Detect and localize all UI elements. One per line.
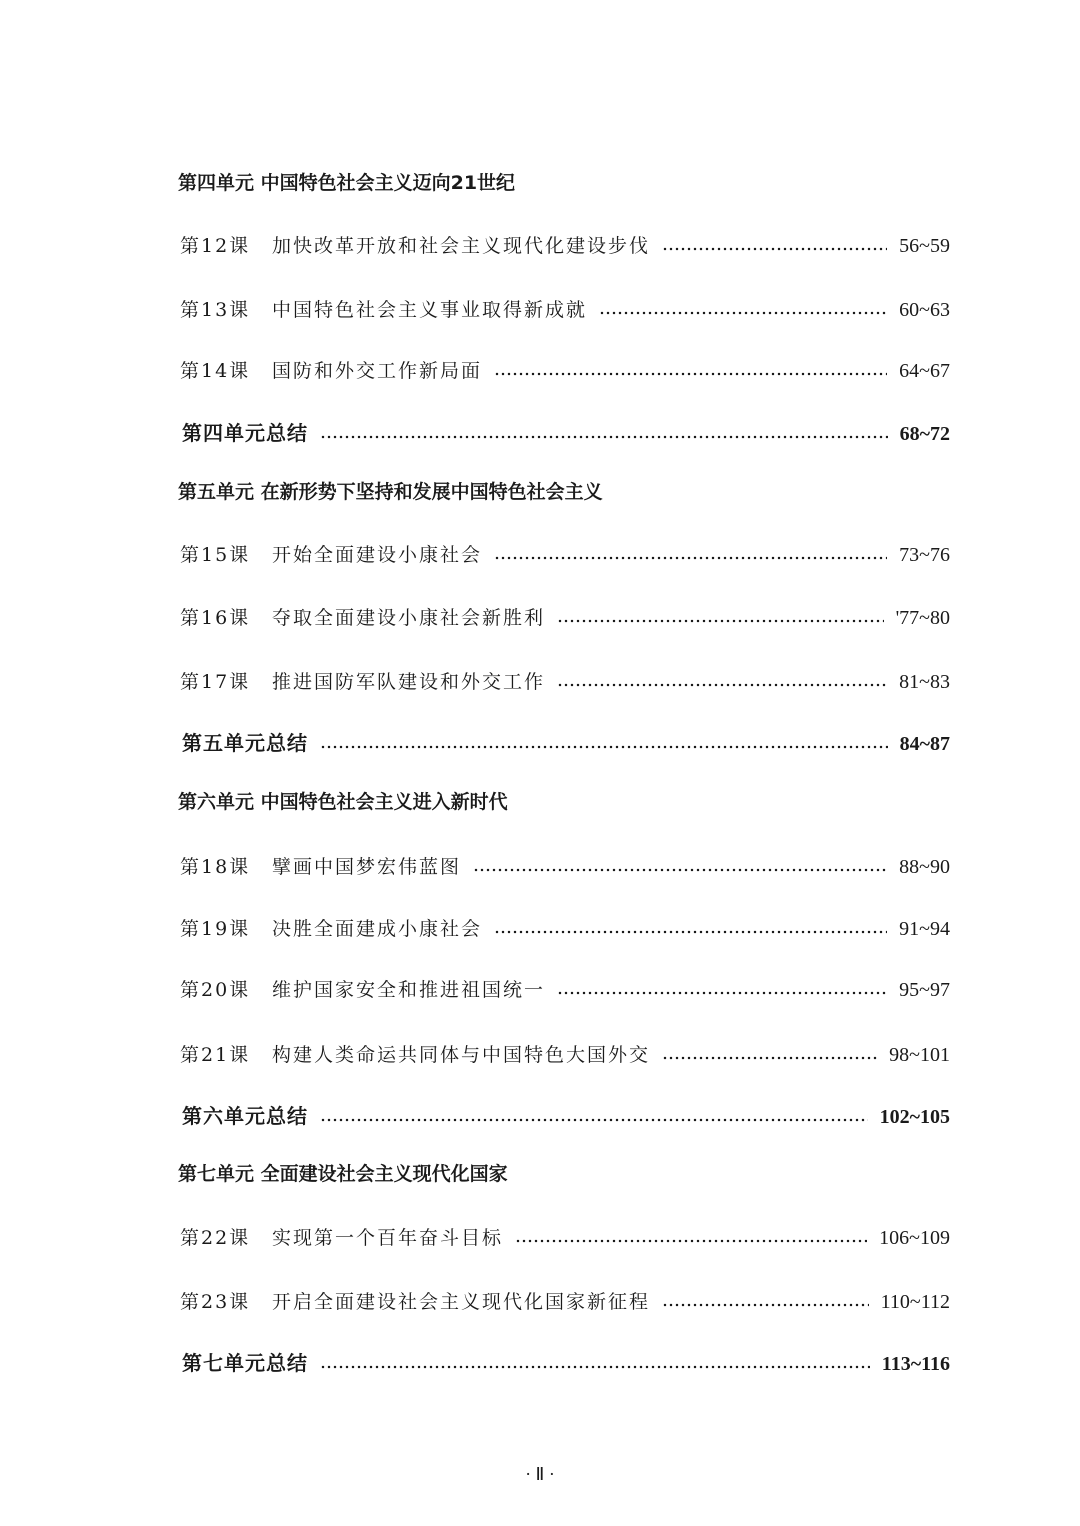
lesson-number: 第17课: [180, 671, 251, 693]
lesson-number: 第20课: [180, 979, 251, 1001]
page-number: · Ⅱ ·: [525, 1464, 555, 1484]
lesson-number: 第19课: [180, 918, 251, 940]
page-range: 88~90: [899, 856, 950, 878]
page-range: 91~94: [899, 918, 950, 940]
dot-leader: [557, 619, 884, 623]
page-range: '77~80: [895, 607, 950, 629]
toc-entry[interactable]: [180, 353, 950, 383]
page-range: 106~109: [879, 1227, 950, 1249]
summary-label: 第七单元总结: [182, 1351, 308, 1375]
lesson-title: 构建人类命运共同体与中国特色大国外交: [272, 1044, 651, 1066]
dot-leader: [494, 930, 887, 934]
lesson-title: 国防和外交工作新局面: [272, 360, 483, 382]
page-range: 60~63: [899, 299, 950, 321]
lesson-number: 第16课: [180, 607, 251, 629]
lesson-title: 开启全面建设社会主义现代化国家新征程: [272, 1291, 651, 1313]
dot-leader: [494, 556, 887, 560]
dot-leader: [557, 991, 887, 995]
summary-label: 第四单元总结: [182, 421, 308, 445]
dot-leader: [320, 1365, 870, 1369]
lesson-number: 第21课: [180, 1044, 251, 1066]
toc-entry[interactable]: [180, 292, 950, 322]
dot-leader: [494, 372, 887, 376]
lesson-number: 第13课: [180, 299, 251, 321]
unit-summary-entry[interactable]: [180, 416, 950, 446]
lesson-title: 中国特色社会主义事业取得新成就: [272, 299, 588, 321]
lesson-number: 第14课: [180, 360, 251, 382]
page-range: 73~76: [899, 544, 950, 566]
lesson-number: 第15课: [180, 544, 251, 566]
lesson-title: 推进国防军队建设和外交工作: [272, 671, 546, 693]
toc-entry[interactable]: [180, 972, 950, 1002]
dot-leader: [662, 1056, 877, 1060]
unit-heading: 第六单元 中国特色社会主义进入新时代: [178, 791, 508, 813]
dot-leader: [473, 868, 887, 872]
lesson-title: 实现第一个百年奋斗目标: [272, 1227, 504, 1249]
page-range: 98~101: [889, 1044, 950, 1066]
dot-leader: [662, 1303, 869, 1307]
dot-leader: [320, 1118, 868, 1122]
lesson-title: 维护国家安全和推进祖国统一: [272, 979, 546, 1001]
lesson-title: 加快改革开放和社会主义现代化建设步伐: [272, 235, 651, 257]
dot-leader: [557, 683, 887, 687]
lesson-number: 第22课: [180, 1227, 251, 1249]
toc-entry[interactable]: [180, 911, 950, 941]
toc-entry[interactable]: [180, 664, 950, 694]
page-range: 84~87: [899, 733, 950, 755]
lesson-number: 第12课: [180, 235, 251, 257]
toc-entry[interactable]: [180, 1037, 950, 1067]
page-range: 95~97: [899, 979, 950, 1001]
unit-summary-entry[interactable]: [180, 1099, 950, 1129]
lesson-number: 第23课: [180, 1291, 251, 1313]
toc-entry[interactable]: [180, 1220, 950, 1250]
page-range: 56~59: [899, 235, 950, 257]
page-range: 113~116: [881, 1353, 950, 1375]
page-range: 110~112: [880, 1291, 950, 1313]
lesson-title: 决胜全面建成小康社会: [272, 918, 483, 940]
page-range: 102~105: [879, 1106, 950, 1128]
dot-leader: [662, 247, 887, 251]
toc-entry[interactable]: [180, 537, 950, 567]
unit-heading: 第五单元 在新形势下坚持和发展中国特色社会主义: [178, 481, 603, 503]
toc-entry[interactable]: [180, 600, 950, 630]
unit-heading: 第七单元 全面建设社会主义现代化国家: [178, 1163, 508, 1185]
summary-label: 第五单元总结: [182, 731, 308, 755]
page-range: 81~83: [899, 671, 950, 693]
dot-leader: [320, 435, 888, 439]
toc-entry[interactable]: [180, 228, 950, 258]
page-range: 64~67: [899, 360, 950, 382]
lesson-number: 第18课: [180, 856, 251, 878]
summary-label: 第六单元总结: [182, 1104, 308, 1128]
unit-summary-entry[interactable]: [180, 1346, 950, 1376]
dot-leader: [515, 1239, 867, 1243]
dot-leader: [320, 745, 888, 749]
lesson-title: 开始全面建设小康社会: [272, 544, 483, 566]
lesson-title: 擘画中国梦宏伟蓝图: [272, 856, 462, 878]
toc-entry[interactable]: [180, 1284, 950, 1314]
unit-heading: 第四单元 中国特色社会主义迈向21世纪: [178, 172, 516, 194]
unit-summary-entry[interactable]: [180, 726, 950, 756]
toc-entry[interactable]: [180, 849, 950, 879]
lesson-title: 夺取全面建设小康社会新胜利: [272, 607, 546, 629]
dot-leader: [599, 311, 887, 315]
page-range: 68~72: [899, 423, 950, 445]
